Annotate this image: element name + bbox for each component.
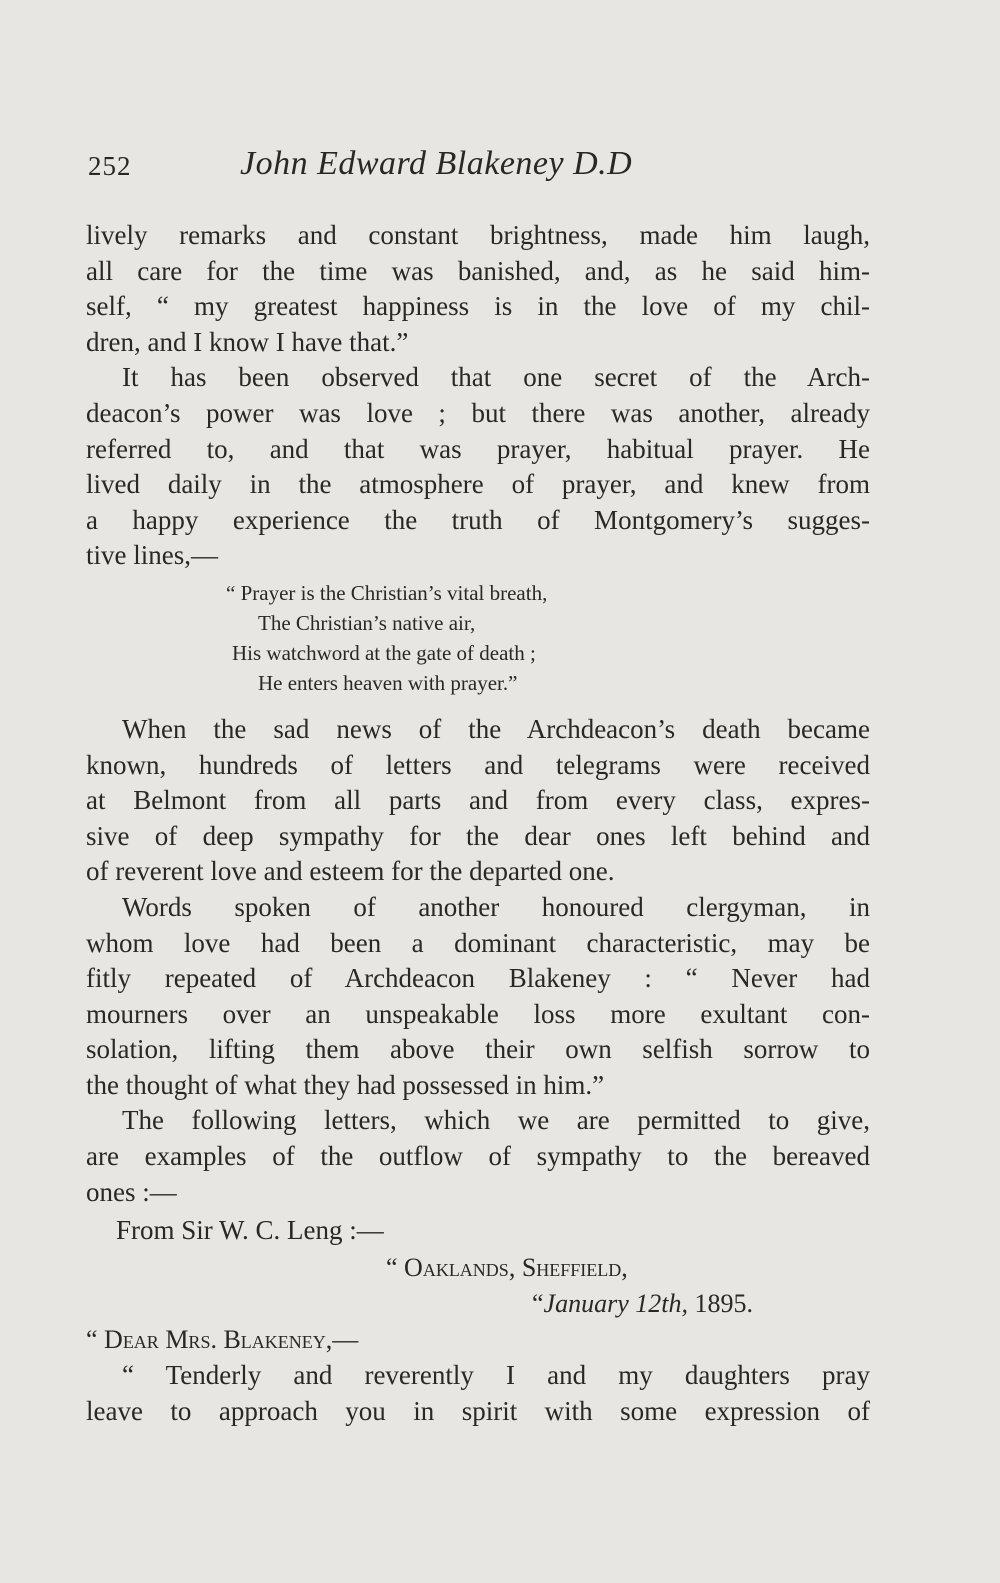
date-open-quote: “	[532, 1289, 544, 1319]
page-number: 252	[88, 151, 132, 181]
verse-line: He enters heaven with prayer.”	[258, 670, 518, 695]
letter-date	[86, 1286, 870, 1322]
text-line: leave to approach you in spirit with some expression of	[86, 1395, 870, 1426]
text-line: known, hundreds of letters and telegrams were received	[86, 749, 870, 780]
text-line: dren, and I know I have that.”	[86, 326, 409, 357]
paragraph-4	[86, 890, 870, 1104]
running-head	[88, 145, 878, 189]
text-line: deacon’s power was love ; but there was another, already	[86, 397, 870, 428]
text-line: Words spoken of another honoured clergyman, in	[122, 891, 870, 922]
text-line: self, “ my greatest happiness is in the love of my chil-	[86, 291, 870, 322]
verse-line: “ Prayer is the Christian’s vital breath,	[226, 580, 548, 605]
text-line: ones :—	[86, 1176, 177, 1207]
text-line: mourners over an unspeakable loss more exultant con-	[86, 998, 870, 1029]
text-line: tive lines,—	[86, 540, 218, 571]
paragraph-2	[86, 360, 870, 574]
text-line: solation, lifting them above their own selfish sorrow to	[86, 1034, 870, 1065]
text-line: of reverent love and esteem for the departed one.	[86, 856, 615, 887]
text-line: referred to, and that was prayer, habitual prayer. He	[86, 433, 870, 464]
text-line: It has been observed that one secret of the Arch-	[122, 362, 870, 393]
date-day: January 12th,	[543, 1289, 688, 1319]
running-title: John Edward Blakeney D.D	[240, 145, 633, 182]
text-line: lived daily in the atmosphere of prayer, and knew from	[86, 469, 870, 500]
letter-salutation: “ Dear Mrs. Blakeney,—	[86, 1325, 359, 1355]
verse-line: His watchword at the gate of death ;	[232, 640, 536, 665]
paragraph-1	[86, 218, 870, 360]
letter	[86, 1210, 870, 1429]
paragraph-3	[86, 712, 870, 890]
text-line: When the sad news of the Archdeacon’s death became	[122, 713, 870, 744]
text-line: all care for the time was banished, and, as he said him-	[86, 255, 870, 286]
text-line: whom love had been a dominant characteristic, may be	[86, 927, 870, 958]
letter-address: “ Oaklands, Sheffield,	[386, 1253, 628, 1283]
paragraph-5	[86, 1103, 870, 1210]
body-text	[86, 218, 870, 1429]
verse-line: The Christian’s native air,	[258, 610, 476, 635]
text-line: sive of deep sympathy for the dear ones left behind and	[86, 820, 870, 851]
text-line: a happy experience the truth of Montgomery’s sugges-	[86, 504, 870, 535]
text-line: at Belmont from all parts and from every class, expres-	[86, 785, 870, 816]
letter-from: From Sir W. C. Leng :—	[116, 1215, 384, 1246]
verse-quotation	[86, 578, 870, 698]
text-line: The following letters, which we are permitted to give,	[122, 1105, 870, 1136]
text-line: the thought of what they had possessed in him.”	[86, 1069, 605, 1100]
text-line: lively remarks and constant brightness, made him laugh,	[86, 220, 870, 250]
date-year: 1895.	[687, 1289, 753, 1319]
text-line: “ Tenderly and reverently I and my daughters pray	[122, 1360, 870, 1391]
text-line: are examples of the outflow of sympathy to the bereaved	[86, 1141, 870, 1172]
text-line: fitly repeated of Archdeacon Blakeney : “ Never had	[86, 963, 870, 994]
